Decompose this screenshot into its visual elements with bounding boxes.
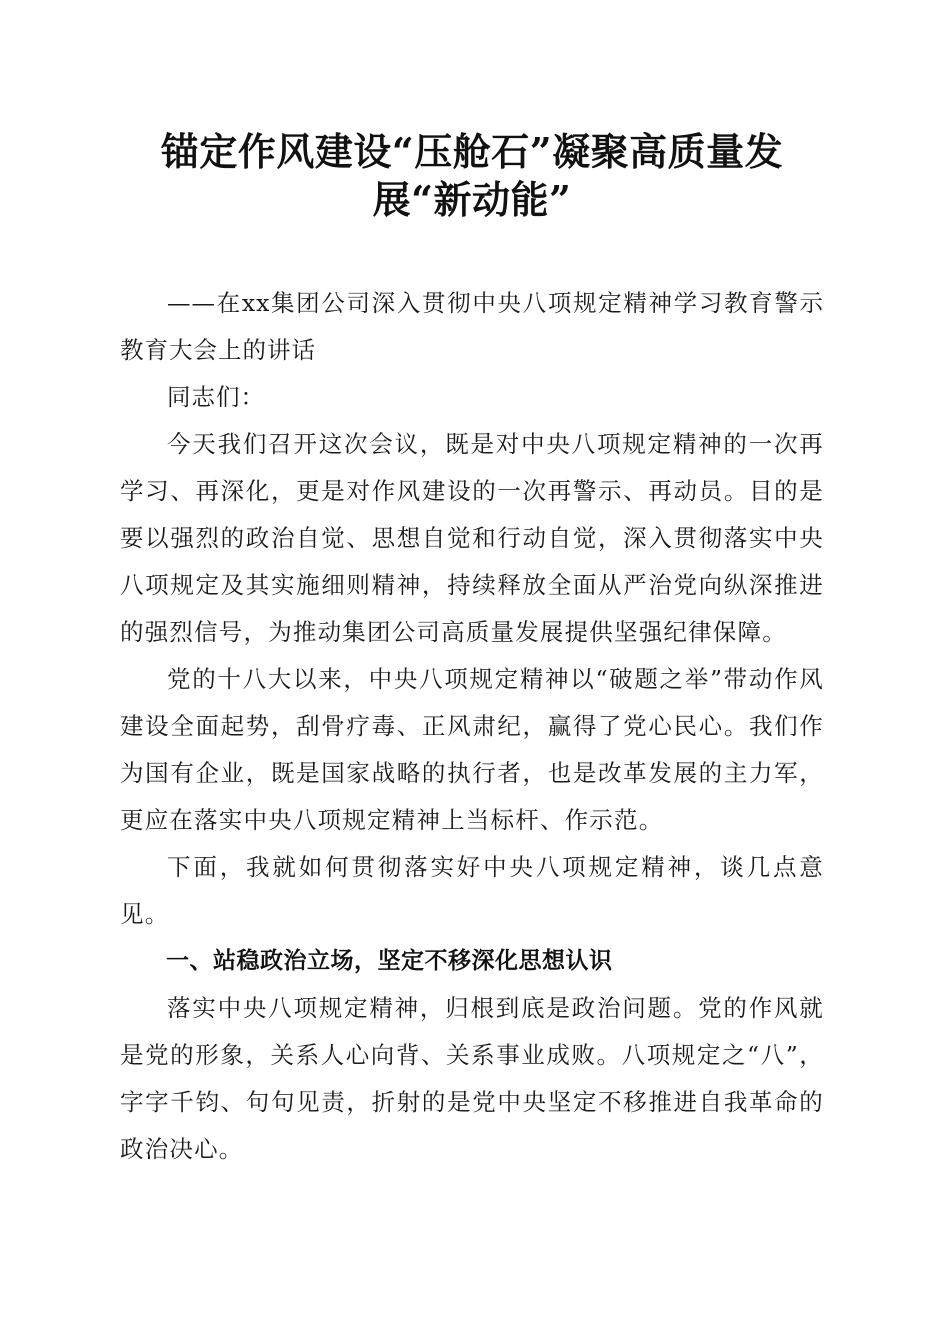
speech-subtitle: ——在xx集团公司深入贯彻中央八项规定精神学习教育警示教育大会上的讲话 bbox=[120, 289, 824, 364]
intro-paragraph: 今天我们召开这次会议，既是对中央八项规定精神的一次再学习、再深化，更是对作风建设的一次再警示、再动员。目的是要以强烈的政治自觉、思想自觉和行动自觉，深入贯彻落实中央八项规定及其实施细则精神，持续释放全面从严治党向纵深推进的强烈信号，为推动集团公司高质量发展提供坚强纪律保障。 bbox=[120, 430, 824, 646]
document-body bbox=[120, 280, 824, 1173]
transition-paragraph: 下面，我就如何贯彻落实好中央八项规定精神，谈几点意见。 bbox=[120, 853, 824, 928]
section-1-paragraph: 落实中央八项规定精神，归根到底是政治问题。党的作风就是党的形象，关系人心向背、关系事业成败。八项规定之“八”，字字千钧、句句见责，折射的是党中央坚定不移推进自我革命的政治决心。 bbox=[120, 994, 824, 1163]
document-title: 锚定作风建设“压舱石”凝聚高质量发展“新动能” bbox=[160, 129, 784, 222]
section-1-heading: 一、站稳政治立场，坚定不移深化思想认识 bbox=[166, 948, 613, 974]
salutation: 同志们： bbox=[167, 383, 265, 411]
document-content bbox=[120, 128, 824, 1173]
background-paragraph: 党的十八大以来，中央八项规定精神以“破题之举”带动作风建设全面起势，刮骨疗毒、正风肃纪，赢得了党心民心。我们作为国有企业，既是国家战略的执行者，也是改革发展的主力军，更应在落实中央八项规定精神上当标杆、作示范。 bbox=[120, 665, 824, 834]
